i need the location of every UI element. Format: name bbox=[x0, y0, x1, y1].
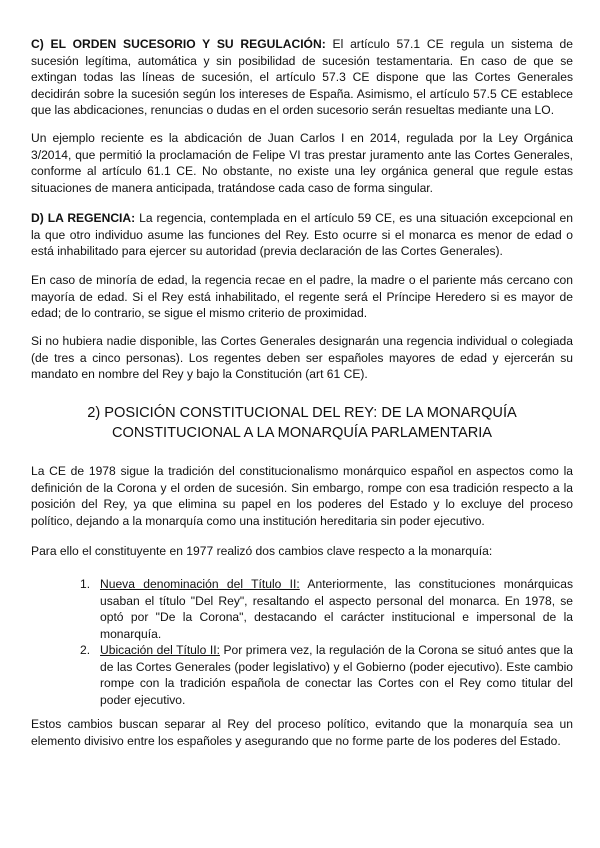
list-item-number: 2. bbox=[80, 643, 91, 657]
section-2-title bbox=[31, 404, 573, 443]
changes-list bbox=[80, 576, 573, 708]
section-d-paragraph bbox=[31, 210, 573, 260]
list-item-label: Ubicación del Título II: bbox=[100, 643, 220, 657]
list-item-text: Anteriormente, las constituciones monárquicas usaban el título "Del Rey", resaltando el aspecto personal del monarca. En 1978, se optó por "De la Corona", destacando el carácter institucional e impersonal de la monarquía. bbox=[100, 577, 573, 641]
section-c-example: Un ejemplo reciente es la abdicación de Juan Carlos I en 2014, regulada por la Ley Orgánica 3/2014, que permitió la proclamación de Felipe VI tras prestar juramento ante las Cortes Generales, conforme al artículo 61.1 CE. No obstante, no existe una ley orgánica general que regule estas situaciones de manera anticipada, tratándose cada caso de forma singular. bbox=[31, 131, 573, 195]
section-d-minority: En caso de minoría de edad, la regencia recae en el padre, la madre o el pariente más cercano con mayoría de edad. Si el Rey está inhabilitado, el regente será el Príncipe Heredero si es mayor de edad; de lo contrario, se sigue el mismo criterio de proximidad. bbox=[31, 273, 573, 320]
section-2-title-line1: 2) POSICIÓN CONSTITUCIONAL DEL REY: DE LA MONARQUÍA bbox=[87, 405, 517, 421]
section-c-paragraph bbox=[31, 36, 573, 119]
list-item-number: 1. bbox=[80, 577, 91, 591]
section-c-text: El artículo 57.1 CE regula un sistema de sucesión legítima, automática y sin posibilidad de sucesión testamentaria. En caso de que se extingan todas las líneas de sucesión, el artículo 57.3 CE dispone que las Cortes Generales decidirán sobre la sucesión según los intereses de España. Asimismo, el artículo 57.5 CE establece que las abdicaciones, renuncias o dudas en el orden sucesorio serán resueltas mediante una LO. bbox=[31, 37, 573, 117]
section-2-conclusion: Estos cambios buscan separar al Rey del proceso político, evitando que la monarquía sea un elemento divisivo entre los españoles y asegurando que no forme parte de los poderes del Estado. bbox=[31, 717, 573, 748]
section-d-cortes: Si no hubiera nadie disponible, las Cortes Generales designarán una regencia individual o colegiada (de tres a cinco personas). Los regentes deben ser españoles mayores de edad y ejercerán su mandato en nombre del Rey y bajo la Constitución (art 61 CE). bbox=[31, 334, 573, 381]
list-item-text: Por primera vez, la regulación de la Corona se situó antes que la de las Cortes Generales (poder legislativo) y el Gobierno (poder ejecutivo). Este cambio rompe con la tradición española de conectar las Cortes con el Rey como titular del poder ejecutivo. bbox=[100, 643, 573, 707]
section-2-title-line2: CONSTITUCIONAL A LA MONARQUÍA PARLAMENTARIA bbox=[111, 424, 493, 441]
list-item bbox=[80, 642, 573, 708]
section-2-intro: La CE de 1978 sigue la tradición del constitucionalismo monárquico español en aspectos como la definición de la Corona y el orden de sucesión. Sin embargo, rompe con esa tradición respecto a la posición del Rey, ya que elimina su papel en los poderes del Estado y lo excluye del proceso político, dejando a la monarquía como una institución hereditaria sin poder ejecutivo. bbox=[31, 464, 573, 528]
section-d-text: La regencia, contemplada en el artículo 59 CE, es una situación excepcional en la que otro individuo asume las funciones del Rey. Esto ocurre si el monarca es menor de edad o está inhabilitado para ejercer su autoridad (previa declaración de las Cortes Generales). bbox=[31, 211, 574, 258]
section-2-lead: Para ello el constituyente en 1977 realizó dos cambios clave respecto a la monarquía: bbox=[31, 544, 493, 558]
section-c-heading: C) EL ORDEN SUCESORIO Y SU REGULACIÓN: bbox=[31, 37, 326, 51]
list-item bbox=[80, 576, 573, 642]
section-d-heading: D) LA REGENCIA: bbox=[31, 211, 136, 225]
list-item-label: Nueva denominación del Título II: bbox=[100, 577, 300, 591]
